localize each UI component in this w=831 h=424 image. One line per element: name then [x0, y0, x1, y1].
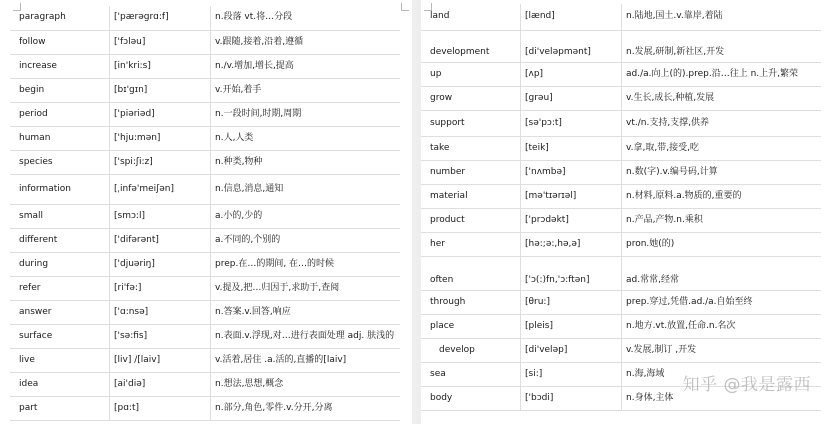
meaning-cell: a.不同的,个别的 — [211, 228, 401, 252]
phonetic-cell: [sə'pɔ:t] — [521, 110, 622, 136]
crop-mark — [401, 3, 409, 11]
watermark: 知乎 @我是露西 — [682, 375, 811, 395]
word-cell: through — [421, 290, 521, 314]
table-row — [10, 228, 400, 252]
phonetic-cell: ['fɔləu] — [110, 30, 211, 54]
phonetic-cell: ['spi:ʃi:z] — [110, 150, 211, 174]
word-cell: increase — [10, 54, 110, 78]
word-cell: number — [421, 160, 521, 184]
table-row — [10, 6, 400, 30]
word-cell: answer — [10, 300, 110, 324]
meaning-cell: ad.常常,经常 — [622, 256, 822, 290]
phonetic-cell: ['pærəgrɑ:f] — [110, 6, 211, 30]
table-row — [421, 30, 821, 62]
phonetic-cell: ['prɔdəkt] — [521, 208, 622, 232]
table-row — [421, 86, 821, 110]
word-cell: support — [421, 110, 521, 136]
phonetic-cell: ['bɔdi] — [521, 386, 622, 410]
table-row — [421, 184, 821, 208]
phonetic-cell: ['sə:fis] — [110, 324, 211, 348]
table-row — [10, 276, 400, 300]
word-cell: take — [421, 136, 521, 160]
phonetic-cell: [mə'tɪərɪəl] — [521, 184, 622, 208]
vocabulary-table-right — [421, 4, 821, 411]
phonetic-cell: [pleis] — [521, 314, 622, 338]
phonetic-cell: ['ɑ:nsə] — [110, 300, 211, 324]
table-row — [421, 62, 821, 86]
phonetic-cell: [liv] /[laiv] — [110, 348, 211, 372]
table-row — [10, 54, 400, 78]
table-row — [10, 372, 400, 396]
meaning-cell: n.表面.v.浮现,对…进行表面处理 adj. 肤浅的 — [211, 324, 401, 348]
word-cell: information — [10, 174, 110, 204]
meaning-cell: v.活着,居住 .a.活的,直播的[laiv] — [211, 348, 401, 372]
phonetic-cell: [ˌinfə'meiʃən] — [110, 174, 211, 204]
word-cell: surface — [10, 324, 110, 348]
table-row — [10, 204, 400, 228]
vocabulary-table-left — [10, 6, 400, 421]
phonetic-cell: [si:] — [521, 362, 622, 386]
phonetic-cell: [θru:] — [521, 290, 622, 314]
meaning-cell: n.身体,主体 — [622, 386, 822, 410]
table-row — [421, 136, 821, 160]
meaning-cell: n.想法,思想,概念 — [211, 372, 401, 396]
word-cell: refer — [10, 276, 110, 300]
word-cell: develop — [421, 338, 521, 362]
meaning-cell: v.发展,制订 ,开发 — [622, 338, 822, 362]
meaning-cell: prep.在…的期间, 在…的时候 — [211, 252, 401, 276]
phonetic-cell: [di'veləpmənt] — [521, 30, 622, 62]
meaning-cell: n.数(字).v.编号码,计算 — [622, 160, 822, 184]
meaning-cell: v.拿,取,带,接受,吃 — [622, 136, 822, 160]
phonetic-cell: [ri'fə:] — [110, 276, 211, 300]
phonetic-cell: [lænd] — [521, 4, 622, 30]
word-cell: during — [10, 252, 110, 276]
table-row — [421, 290, 821, 314]
word-cell: idea — [10, 372, 110, 396]
phonetic-cell: [in'kri:s] — [110, 54, 211, 78]
table-row — [10, 78, 400, 102]
word-cell: grow — [421, 86, 521, 110]
phonetic-cell: [teik] — [521, 136, 622, 160]
meaning-cell: n.人,人类 — [211, 126, 401, 150]
word-cell: follow — [10, 30, 110, 54]
phonetic-cell: ['hju:mən] — [110, 126, 211, 150]
table-row — [10, 126, 400, 150]
word-cell: paragraph — [10, 6, 110, 30]
meaning-cell: n.产品,产物.n.乘积 — [622, 208, 822, 232]
meaning-cell: n.发展,研制,新社区,开发 — [622, 30, 822, 62]
phonetic-cell: ['piəriəd] — [110, 102, 211, 126]
meaning-cell: v.开始,着手 — [211, 78, 401, 102]
word-cell: development — [421, 30, 521, 62]
table-row — [10, 396, 400, 420]
table-row — [10, 252, 400, 276]
right-page — [421, 0, 831, 424]
meaning-cell: n.一段时间,时期,周期 — [211, 102, 401, 126]
word-cell: material — [421, 184, 521, 208]
meaning-cell: a.小的,少的 — [211, 204, 401, 228]
phonetic-cell: ['difərənt] — [110, 228, 211, 252]
phonetic-cell: ['ɔ(:)fn,'ɔ:ftən] — [521, 256, 622, 290]
word-cell: product — [421, 208, 521, 232]
word-cell: her — [421, 232, 521, 256]
word-cell: human — [10, 126, 110, 150]
table-row — [10, 150, 400, 174]
table-row — [421, 338, 821, 362]
word-cell: sea — [421, 362, 521, 386]
word-cell: small — [10, 204, 110, 228]
word-cell: body — [421, 386, 521, 410]
meaning-cell: n.陆地,国土.v.靠岸,着陆 — [622, 4, 822, 30]
table-row — [10, 300, 400, 324]
phonetic-cell: ['nʌmbə] — [521, 160, 622, 184]
phonetic-cell: [bɪ'gɪn] — [110, 78, 211, 102]
phonetic-cell: [grəu] — [521, 86, 622, 110]
table-row — [10, 102, 400, 126]
left-page — [10, 0, 412, 424]
word-cell: land — [421, 4, 521, 30]
word-cell: species — [10, 150, 110, 174]
meaning-cell: n.部分,角色,零件.v.分开,分离 — [211, 396, 401, 420]
table-row — [421, 256, 821, 290]
meaning-cell: vt./n.支持,支撑,供养 — [622, 110, 822, 136]
meaning-cell: n.信息,消息,通知 — [211, 174, 401, 204]
table-row — [421, 314, 821, 338]
word-cell: often — [421, 256, 521, 290]
meaning-cell: ad./a.向上(的).prep.沿…往上 n.上升,繁荣 — [622, 62, 822, 86]
meaning-cell: n.段落 vt.将…分段 — [211, 6, 401, 30]
meaning-cell: n.答案.v.回答,响应 — [211, 300, 401, 324]
word-cell: different — [10, 228, 110, 252]
word-cell: place — [421, 314, 521, 338]
word-cell: period — [10, 102, 110, 126]
meaning-cell: n./v.增加,增长,提高 — [211, 54, 401, 78]
table-row — [421, 232, 821, 256]
meaning-cell: pron.她(的) — [622, 232, 822, 256]
word-cell: live — [10, 348, 110, 372]
meaning-cell: v.提及,把…归因于,求助于,查阅 — [211, 276, 401, 300]
word-cell: up — [421, 62, 521, 86]
phonetic-cell: [pɑ:t] — [110, 396, 211, 420]
table-row — [10, 30, 400, 54]
word-cell: begin — [10, 78, 110, 102]
table-row — [421, 4, 821, 30]
meaning-cell: n.材料,原料.a.物质的,重要的 — [622, 184, 822, 208]
meaning-cell: n.种类,物种 — [211, 150, 401, 174]
word-cell: part — [10, 396, 110, 420]
table-row — [10, 324, 400, 348]
table-row — [421, 208, 821, 232]
phonetic-cell: [ai'diə] — [110, 372, 211, 396]
meaning-cell: n.海,海域 — [622, 362, 822, 386]
table-row — [10, 174, 400, 204]
meaning-cell: n.地方.vt.放置,任命.n.名次 — [622, 314, 822, 338]
phonetic-cell: [hə:;ə:,hə,ə] — [521, 232, 622, 256]
table-row — [421, 110, 821, 136]
table-row — [421, 160, 821, 184]
table-row — [10, 348, 400, 372]
phonetic-cell: [smɔ:l] — [110, 204, 211, 228]
page-gap — [412, 0, 421, 424]
meaning-cell: v.生长,成长,种植,发展 — [622, 86, 822, 110]
meaning-cell: v.跟随,接着,沿着,遵循 — [211, 30, 401, 54]
phonetic-cell: [di'veləp] — [521, 338, 622, 362]
phonetic-cell: ['djuəriŋ] — [110, 252, 211, 276]
meaning-cell: prep.穿过,凭借.ad./a.自始至终 — [622, 290, 822, 314]
phonetic-cell: [ʌp] — [521, 62, 622, 86]
